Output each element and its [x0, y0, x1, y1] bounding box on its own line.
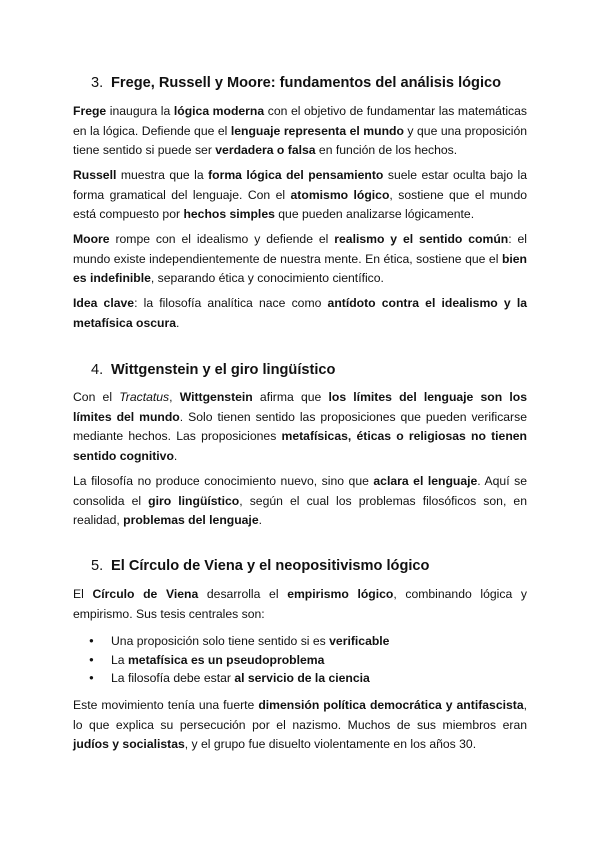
paragraph: [73, 472, 527, 531]
section-heading: [73, 73, 501, 93]
section-number: 4.: [91, 362, 104, 378]
text-run: .: [175, 315, 180, 330]
bold-text: verdadera o falsa: [215, 143, 316, 157]
text-run: y que una proposición tiene sentido si puede ser: [73, 123, 528, 157]
bold-text: verificable: [329, 634, 390, 648]
bold-text: realismo y el sentido común: [334, 232, 509, 246]
text-run: rompe con el idealismo y defiende el: [109, 232, 335, 246]
text-run: La filosofía no produce conocimiento nuevo, sino que: [73, 474, 374, 488]
bold-text: lógica moderna: [173, 104, 265, 118]
text-run: desarrolla el: [198, 587, 288, 601]
text-run: que pueden analizarse lógicamente.: [274, 207, 475, 221]
paragraph: [73, 102, 527, 161]
bold-text: atomismo lógico: [290, 187, 390, 202]
text-run: con el objetivo de fundamentar las matemáticas en la lógica. Defiende que el: [73, 104, 528, 138]
text-run: inaugura la: [106, 104, 174, 118]
section-heading: [73, 556, 429, 576]
bold-text: forma lógica del pensamiento: [208, 168, 384, 182]
bold-text: metafísica es un pseudoproblema: [127, 652, 325, 667]
bold-text: dimensión política democrática y antifascista: [258, 698, 524, 712]
text-run: , lo que explica su persecución por el nazismo. Muchos de sus miembros eran: [73, 698, 527, 732]
bold-text: hechos simples: [183, 207, 275, 221]
text-run: afirma que: [252, 390, 329, 404]
bullet-list: [73, 632, 527, 688]
text-run: ,: [169, 390, 180, 404]
text-run: en función de los hechos.: [315, 143, 458, 157]
list-item: [73, 632, 527, 651]
bold-text: aclara el lenguaje: [373, 474, 478, 488]
section-heading: [73, 360, 335, 380]
text-run: , según el cual los problemas filosóficos son, en realidad,: [73, 493, 527, 527]
section-number: 3.: [91, 75, 104, 91]
text-run: : la filosofía analítica nace como: [134, 296, 328, 310]
bold-text: judíos y socialistas: [73, 737, 185, 751]
list-item: [73, 651, 527, 670]
text-run: La filosofía debe estar: [111, 671, 235, 685]
text-run: , separando ética y conocimiento científico.: [150, 271, 384, 285]
section-title: Wittgenstein y el giro lingüístico: [111, 362, 336, 378]
bold-text: Wittgenstein: [179, 390, 253, 404]
bold-text: antídoto contra el idealismo y la metafísica oscura: [73, 296, 527, 330]
italic-text: Tractatus: [119, 390, 170, 404]
section-title: El Círculo de Viena y el neopositivismo lógico: [111, 558, 430, 574]
text-run: : el mundo existe independientemente de nuestra mente. En ética, sostiene que el: [73, 232, 528, 266]
list-item: [73, 669, 527, 688]
paragraph: [73, 696, 527, 755]
bold-text: problemas del lenguaje: [123, 513, 259, 527]
text-run: Este movimiento tenía una fuerte: [73, 698, 259, 712]
bold-text: al servicio de la ciencia: [234, 671, 370, 685]
text-run: .: [258, 513, 262, 527]
text-run: La: [111, 652, 128, 667]
bold-text: metafísicas, éticas o religiosas no tienen sentido cognitivo: [73, 429, 527, 463]
bold-text: bien es indefinible: [73, 251, 527, 285]
text-run: Una proposición solo tiene sentido si es: [111, 634, 330, 648]
paragraph: [73, 230, 527, 289]
bold-text: Moore: [73, 232, 110, 246]
text-run: . Solo tienen sentido las proposiciones que pueden verificarse mediante hechos. Las proposiciones: [73, 409, 527, 443]
bold-text: lenguaje representa el mundo: [230, 123, 404, 138]
paragraph: [73, 585, 527, 624]
bold-text: Círculo de Viena: [92, 587, 199, 601]
text-run: .: [173, 448, 178, 463]
bold-text: Russell: [73, 168, 117, 182]
text-run: . Aquí se consolida el: [73, 474, 527, 508]
bold-text: Frege: [73, 104, 107, 118]
text-run: muestra que la: [116, 168, 209, 182]
paragraph: [73, 388, 527, 466]
text-run: suele estar oculta bajo la forma gramatical del lenguaje. Con el: [73, 168, 528, 202]
paragraph: [73, 294, 527, 333]
text-run: , y el grupo fue disuelto violentamente en los años 30.: [184, 737, 477, 751]
bold-text: giro lingüístico: [148, 493, 240, 508]
bold-text: los límites del lenguaje son los límites del mundo: [73, 390, 527, 424]
bold-text: empirismo lógico: [287, 587, 394, 601]
text-run: , sostiene que el mundo está compuesto por: [73, 187, 528, 221]
text-run: El: [73, 587, 93, 601]
section-title: Frege, Russell y Moore: fundamentos del análisis lógico: [111, 75, 502, 91]
text-run: Con el: [73, 390, 120, 404]
section-number: 5.: [91, 558, 104, 574]
paragraph: [73, 166, 527, 225]
bold-text: Idea clave: [73, 296, 135, 310]
text-run: , combinando lógica y empirismo. Sus tesis centrales son:: [73, 587, 527, 621]
